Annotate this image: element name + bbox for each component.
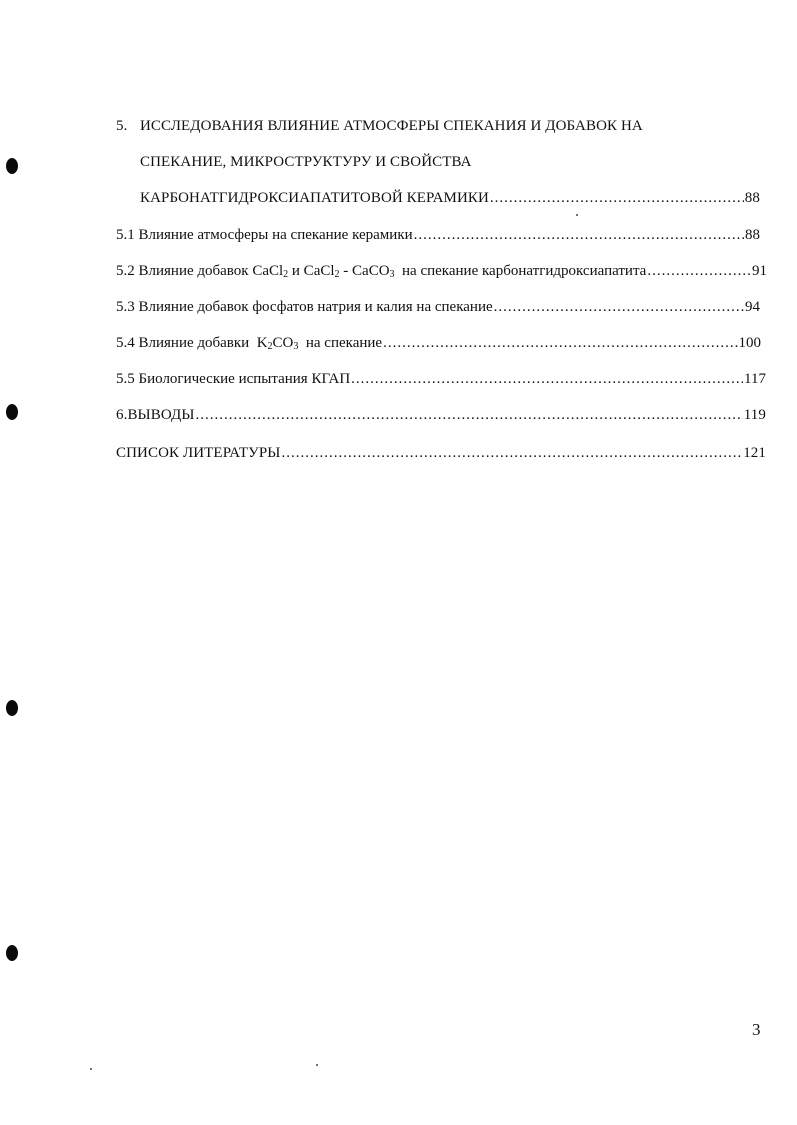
toc-references[interactable] — [116, 443, 766, 463]
toc-chapter5-line3[interactable] — [140, 188, 760, 208]
toc-entry-5-2-title — [116, 261, 646, 281]
toc-entry-5-4-text: 5.4 Влияние добавки K — [116, 335, 268, 351]
toc-references-page: 121 — [743, 445, 766, 461]
page-number: 3 — [752, 1020, 761, 1039]
toc-entry-5-4-text: на спекание — [298, 335, 383, 351]
toc-dot-leader — [414, 225, 744, 245]
toc-entry-5-2[interactable] — [116, 261, 767, 281]
toc-entry-5-4-text: CO — [272, 335, 294, 351]
subscript: 3 — [293, 341, 299, 352]
toc-chapter5-title-line3: КАРБОНАТГИДРОКСИАПАТИТОВОЙ КЕРАМИКИ — [140, 190, 489, 206]
toc-entry-5-3-page: 94 — [745, 299, 760, 315]
toc-entry-5-1-page: 88 — [745, 227, 760, 243]
toc-entry-5-2-page: 91 — [752, 263, 767, 279]
toc-entry-5-4-page: 100 — [738, 335, 761, 351]
toc-entry-5-4[interactable] — [116, 333, 761, 353]
toc-dot-leader — [494, 297, 744, 317]
toc-entry-5-1-title: 5.1 Влияние атмосферы на спекание керамики — [116, 227, 413, 243]
toc-chapter5-number: 5. — [116, 118, 128, 134]
toc-entry-5-5-page: 117 — [744, 371, 766, 387]
toc-chapter5-title-line2: СПЕКАНИЕ, МИКРОСТРУКТУРУ И СВОЙСТВА — [140, 154, 472, 170]
toc-chapter6-number: 6. — [116, 407, 128, 423]
toc-entry-5-3[interactable] — [116, 297, 760, 317]
punch-hole-mark — [6, 158, 18, 174]
toc-entry-5-2-text: и CaCl — [288, 263, 335, 279]
toc-chapter5-line1[interactable] — [116, 116, 676, 136]
toc-dot-leader — [383, 333, 737, 353]
toc-entry-5-1[interactable] — [116, 225, 760, 245]
punch-hole-mark — [6, 945, 18, 961]
toc-entry-5-2-text: на спекание карбонатгидроксиапатита — [394, 263, 647, 279]
toc-entry-5-2-text: 5.2 Влияние добавок CaCl — [116, 263, 284, 279]
toc-entry-5-3-title: 5.3 Влияние добавок фосфатов натрия и калия на спекание — [116, 299, 493, 315]
toc-dot-leader — [196, 405, 743, 425]
toc-entry-5-5[interactable] — [116, 369, 766, 389]
scan-speck — [576, 214, 578, 216]
toc-entry-5-2-text: - CaCO — [339, 263, 390, 279]
punch-hole-mark — [6, 404, 18, 420]
toc-chapter6[interactable] — [116, 405, 766, 425]
subscript: 3 — [389, 269, 395, 280]
subscript: 2 — [283, 269, 289, 280]
scan-speck — [90, 1068, 92, 1070]
toc-references-title: СПИСОК ЛИТЕРАТУРЫ — [116, 445, 281, 461]
toc-chapter5-page: 88 — [744, 190, 760, 206]
punch-hole-mark — [6, 700, 18, 716]
toc-dot-leader — [281, 443, 742, 463]
subscript: 2 — [334, 269, 340, 280]
toc-entry-5-5-title: 5.5 Биологические испытания КГАП — [116, 371, 351, 387]
toc-dot-leader — [351, 369, 743, 389]
toc-entry-5-4-title — [116, 333, 382, 353]
scan-speck — [316, 1064, 318, 1066]
subscript: 2 — [267, 341, 273, 352]
toc-chapter6-title: ВЫВОДЫ — [127, 407, 195, 423]
toc-chapter5-line2[interactable] — [140, 152, 540, 172]
toc-dot-leader — [490, 188, 744, 208]
toc-chapter6-page: 119 — [743, 407, 766, 423]
toc-dot-leader — [647, 261, 751, 281]
toc-chapter5-title-line1: ИССЛЕДОВАНИЯ ВЛИЯНИЕ АТМОСФЕРЫ СПЕКАНИЯ И ДОБАВОК НА — [140, 118, 643, 134]
